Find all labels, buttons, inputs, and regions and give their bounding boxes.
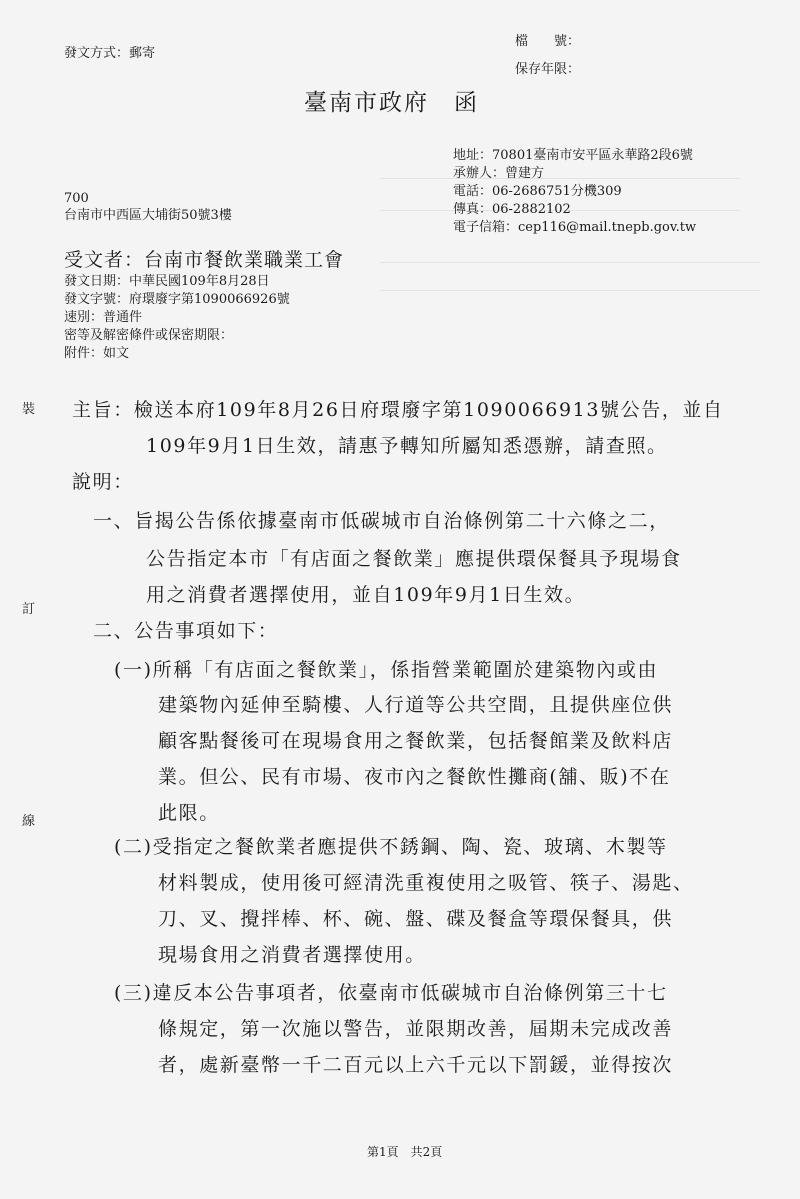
sub-item-line: 業。但公、民有市場、夜市內之餐飲性攤商(舖、販)不在 (158, 766, 671, 788)
page-number: 第1頁 共2頁 (367, 1145, 443, 1159)
sub-item-line: 顧客點餐後可在現場食用之餐飲業，包括餐館業及飲料店 (158, 730, 674, 752)
fax: 傳真：06-2882102 (453, 202, 571, 217)
retention-period: 保存年限： (515, 62, 581, 77)
sub-item-line: 條規定，第一次施以警告，並限期改善，屆期未完成改善 (158, 1018, 674, 1040)
security-level: 密等及解密條件或保密期限： (64, 328, 234, 343)
sub-item-line: 此限。 (158, 802, 220, 824)
document-title: 臺南市政府 函 (304, 90, 479, 116)
item-line: 一、旨揭公告係依據臺南市低碳城市自治條例第二十六條之二， (93, 510, 670, 532)
bleed-through-line (380, 178, 740, 179)
recipient-zip: 700 (64, 191, 89, 206)
binding-mark: 訂 (22, 602, 36, 617)
sub-item-line: 現場食用之消費者選擇使用。 (158, 944, 426, 966)
subject-line: 主旨：檢送本府109年8月26日府環廢字第1090066913號公告，並自 (72, 399, 724, 421)
delivery-speed: 速別：普通件 (64, 310, 143, 325)
subject-line: 109年9月1日生效，請惠予轉知所屬知悉憑辦，請查照。 (146, 435, 668, 457)
recipient: 受文者：台南市餐飲業職業工會 (64, 249, 345, 271)
sub-item-line: 材料製成，使用後可經清洗重複使用之吸管、筷子、湯匙、 (158, 872, 694, 894)
explanation-label: 說明： (72, 471, 134, 493)
send-method: 發文方式：郵寄 (64, 46, 156, 61)
item-line: 公告指定本市「有店面之餐飲業」應提供環保餐具予現場食 (146, 548, 682, 570)
issue-date: 發文日期：中華民國109年8月28日 (64, 274, 270, 289)
phone: 電話：06-2686751分機309 (453, 184, 622, 199)
sub-item-line: 建築物內延伸至騎樓、人行道等公共空間，且提供座位供 (158, 694, 674, 716)
email: 電子信箱：cep116@mail.tnepb.gov.tw (453, 220, 697, 235)
office-address: 地址：70801臺南市安平區永華路2段6號 (453, 148, 693, 163)
bleed-through-line (380, 262, 760, 263)
sub-item-line: 刀、叉、攪拌棒、杯、碗、盤、碟及餐盒等環保餐具，供 (158, 908, 674, 930)
file-number: 檔 號： (515, 34, 581, 49)
binding-mark: 線 (22, 814, 36, 829)
binding-mark: 裝 (22, 402, 36, 417)
bleed-through-line (380, 290, 760, 291)
sub-item-line: (二)受指定之餐飲業者應提供不銹鋼、陶、瓷、玻璃、木製等 (114, 836, 668, 858)
item-line: 二、公告事項如下： (93, 620, 279, 642)
sub-item-line: 者，處新臺幣一千二百元以上六千元以下罰鍰，並得按次 (158, 1054, 674, 1076)
attachment: 附件：如文 (64, 346, 130, 361)
document-number: 發文字號：府環廢字第1090066926號 (64, 292, 290, 307)
handler: 承辦人：曾建方 (453, 166, 545, 181)
sub-item-line: (一)所稱「有店面之餐飲業」，係指營業範圍於建築物內或由 (114, 659, 659, 681)
recipient-street: 台南市中西區大埔街50號3樓 (64, 208, 232, 223)
sub-item-line: (三)違反本公告事項者，依臺南市低碳城市自治條例第三十七 (114, 982, 668, 1004)
item-line: 用之消費者選擇使用，並自109年9月1日生效。 (146, 584, 586, 606)
